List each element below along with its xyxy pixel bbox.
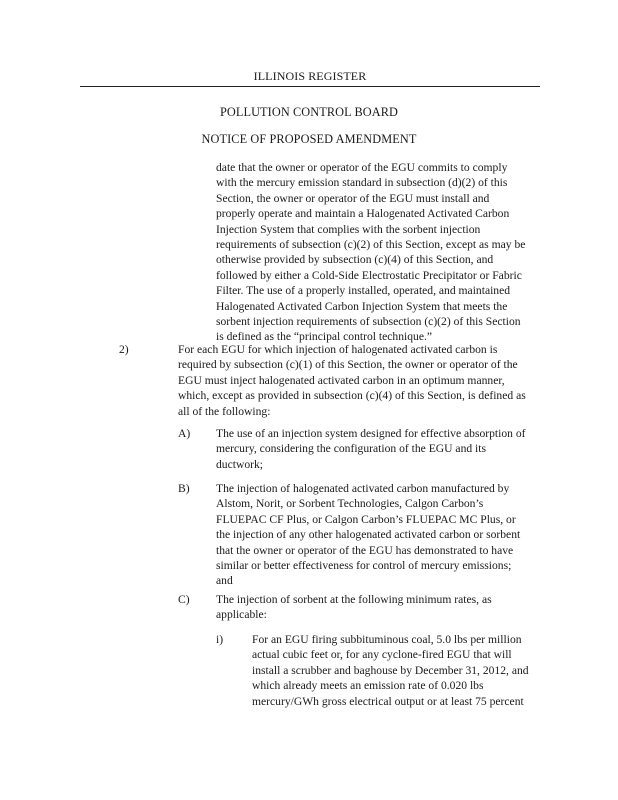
- header-rule: [80, 86, 540, 87]
- board-title: POLLUTION CONTROL BOARD: [219, 105, 399, 119]
- text-line: For an EGU firing subbituminous coal, 5.0 lbs per million: [252, 633, 522, 646]
- item-c-i-paragraph: [252, 632, 543, 709]
- text-line: ductwork;: [216, 457, 264, 471]
- text-line: with the mercury emission standard in subsection (d)(2) of this: [216, 176, 508, 190]
- text-line: date that the owner or operator of the EGU commits to comply: [216, 161, 508, 174]
- continuation-paragraph: [216, 160, 540, 345]
- text-line: requirements of subsection (c)(2) of this Section, except as may be: [216, 238, 526, 252]
- text-line: For each EGU for which injection of halogenated activated carbon is: [178, 343, 498, 356]
- text-line: Halogenated Activated Carbon Injection System that meets the: [216, 299, 508, 313]
- text-line: actual cubic feet or, for any cyclone-fired EGU that will: [252, 648, 512, 662]
- text-line: install a scrubber and baghouse by December 31, 2012, and: [252, 663, 529, 677]
- item-c-paragraph: [216, 592, 543, 623]
- notice-title: NOTICE OF PROPOSED AMENDMENT: [201, 132, 417, 146]
- text-line: The injection of halogenated activated carbon manufactured by: [216, 482, 510, 495]
- text-line: all of the following:: [178, 404, 271, 418]
- item-2-number: 2): [119, 343, 129, 356]
- text-line: followed by either a Cold-Side Electrostatic Precipitator or Fabric: [216, 268, 522, 282]
- text-line: properly operate and maintain a Halogenated Activated Carbon: [216, 207, 510, 221]
- register-title: ILLINOIS REGISTER: [253, 69, 367, 83]
- item-b-paragraph: [216, 481, 543, 589]
- text-line: which, except as provided in subsection (c)(4) of this Section, is defined as: [178, 389, 526, 403]
- item-c-i-number: i): [216, 633, 224, 646]
- text-line: applicable:: [216, 608, 267, 622]
- text-line: mercury/GWh gross electrical output or at least 75 percent: [252, 694, 524, 708]
- text-line: is defined as the “principal control technique.”: [216, 330, 433, 344]
- item-2-paragraph: [178, 342, 543, 419]
- item-b-number: B): [178, 482, 190, 495]
- text-line: The injection of sorbent at the following minimum rates, as: [216, 593, 492, 606]
- text-line: FLUEPAC CF Plus, or Calgon Carbon’s FLUEPAC MC Plus, or: [216, 512, 516, 526]
- text-line: Injection System that complies with the sorbent injection: [216, 222, 481, 236]
- text-line: Alstom, Norit, or Sorbent Technologies, Calgon Carbon’s: [216, 497, 484, 511]
- text-line: the injection of any other halogenated activated carbon or sorbent: [216, 528, 521, 542]
- text-line: required by subsection (c)(1) of this Section, the owner or operator of the: [178, 358, 518, 372]
- item-a-paragraph: [216, 426, 543, 472]
- text-line: EGU must inject halogenated activated carbon in an optimum manner,: [178, 373, 505, 387]
- item-a-number: A): [178, 427, 191, 440]
- text-line: Section, the owner or operator of the EGU must install and: [216, 191, 490, 205]
- text-line: The use of an injection system designed for effective absorption of: [216, 427, 526, 440]
- text-line: similar or better effectiveness for control of mercury emissions;: [216, 559, 512, 573]
- text-line: and: [216, 574, 233, 588]
- text-line: mercury, considering the configuration of the EGU and its: [216, 442, 487, 456]
- text-line: that the owner or operator of the EGU has demonstrated to have: [216, 543, 514, 557]
- text-line: sorbent injection requirements of subsection (c)(2) of this Section: [216, 315, 521, 329]
- text-line: Filter. The use of a properly installed, operated, and maintained: [216, 284, 511, 298]
- text-line: otherwise provided by subsection (c)(4) of this Section, and: [216, 253, 494, 267]
- item-c-number: C): [178, 593, 190, 606]
- text-line: which already meets an emission rate of 0.020 lbs: [252, 679, 484, 693]
